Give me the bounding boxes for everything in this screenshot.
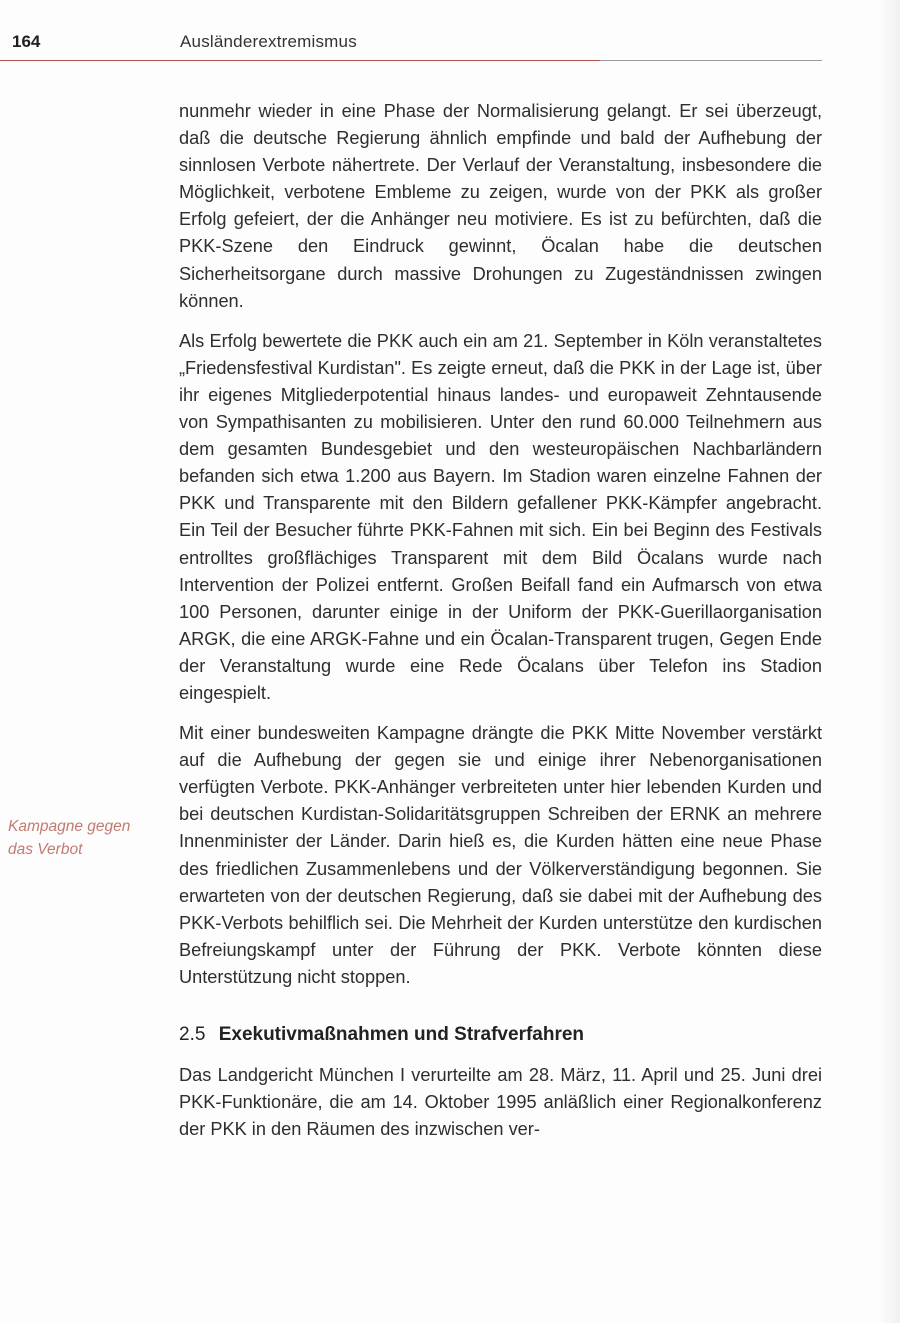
section-number: 2.5	[179, 1024, 206, 1045]
running-title: Ausländerextremismus	[180, 32, 357, 51]
paragraph-2: Als Erfolg bewertete die PKK auch ein am 21. September in Köln veranstaltetes „Friedensfestival Kurdistan". Es zeigte erneut, daß die PKK in der Lage ist, über ihr eigenes Mitgliederpotential hinaus landes- und europaweit Zehntausende von Sympathisanten zu mobilisieren. Unter den rund 60.000 Teilnehmern aus dem gesamten Bundesgebiet und den westeuropäischen Nachbarländern befanden sich etwa 1.200 aus Bayern. Im Stadion waren einzelne Fahnen der PKK und Transparente mit den Bildern gefallener PKK-Kämpfer angebracht. Ein Teil der Besucher führte PKK-Fahnen mit sich. Ein bei Beginn des Festivals entrolltes großflächiges Transparent mit dem Bild Öcalans wurde nach Intervention der Polizei entfernt. Großen Beifall fand ein Aufmarsch von etwa 100 Personen, darunter einige in der Uniform der PKK-Guerillaorganisation ARGK, die eine ARGK-Fahne und ein Öcalan-Transparent trugen, Gegen Ende der Veranstaltung wurde eine Rede Öcalans über Telefon ins Stadion eingespielt.	[179, 330, 822, 703]
margin-note-line-1: Kampagne gegen	[8, 818, 131, 835]
body-text	[179, 98, 822, 1156]
section-heading	[179, 1021, 822, 1048]
page-number: 164	[12, 32, 41, 51]
page-edge-shadow	[878, 0, 900, 1323]
paragraph-3: Mit einer bundesweiten Kampagne drängte die PKK Mitte November verstärkt auf die Aufhebung der gegen sie und einige ihrer Nebenorganisationen verfügten Verbote. PKK-Anhänger verbreiteten unter hier lebenden Kurden und bei deutschen Kurdistan-Solidaritätsgruppen Schreiben der ERNK an mehrere Innenminister der Länder. Darin hieß es, die Kurden hätten eine neue Phase des friedlichen Zusammenlebens und der Völkerverständigung begonnen. Sie erwarteten von der deutschen Regierung, daß sie dabei mit der Aufhebung des PKK-Verbots behilflich sei. Die Mehrheit der Kurden unterstütze den kurdischen Befreiungskampf unter der Führung der PKK. Verbote könnten diese Unterstützung nicht stoppen.	[179, 723, 822, 987]
page-header	[0, 28, 820, 58]
margin-note-line-2: das Verbot	[8, 841, 83, 858]
paragraph-1: nunmehr wieder in eine Phase der Normalisierung gelangt. Er sei überzeugt, daß die deutsche Regierung ähnlich empfinde und bald der Aufhebung der sinnlosen Verbote nähertrete. Der Verlauf der Veranstaltung, insbesondere die Möglichkeit, verbotene Embleme zu zeigen, wurde von der PKK als großer Erfolg gefeiert, der die Anhänger neu motiviere. Es ist zu befürchten, daß die PKK-Szene den Eindruck gewinnt, Öcalan habe die deutschen Sicherheitsorgane durch massive Drohungen zu Zugeständnissen zwingen können.	[179, 101, 822, 311]
margin-note	[8, 815, 168, 861]
section-paragraph: Das Landgericht München I verurteilte am 28. März, 11. April und 25. Juni drei PKK-Funktionäre, die am 14. Oktober 1995 anläßlich einer Regionalkonferenz der PKK in den Räumen des inzwischen ver-	[179, 1065, 822, 1140]
header-rule-accent	[0, 60, 600, 61]
section-title: Exekutivmaßnahmen und Strafverfahren	[218, 1024, 585, 1045]
